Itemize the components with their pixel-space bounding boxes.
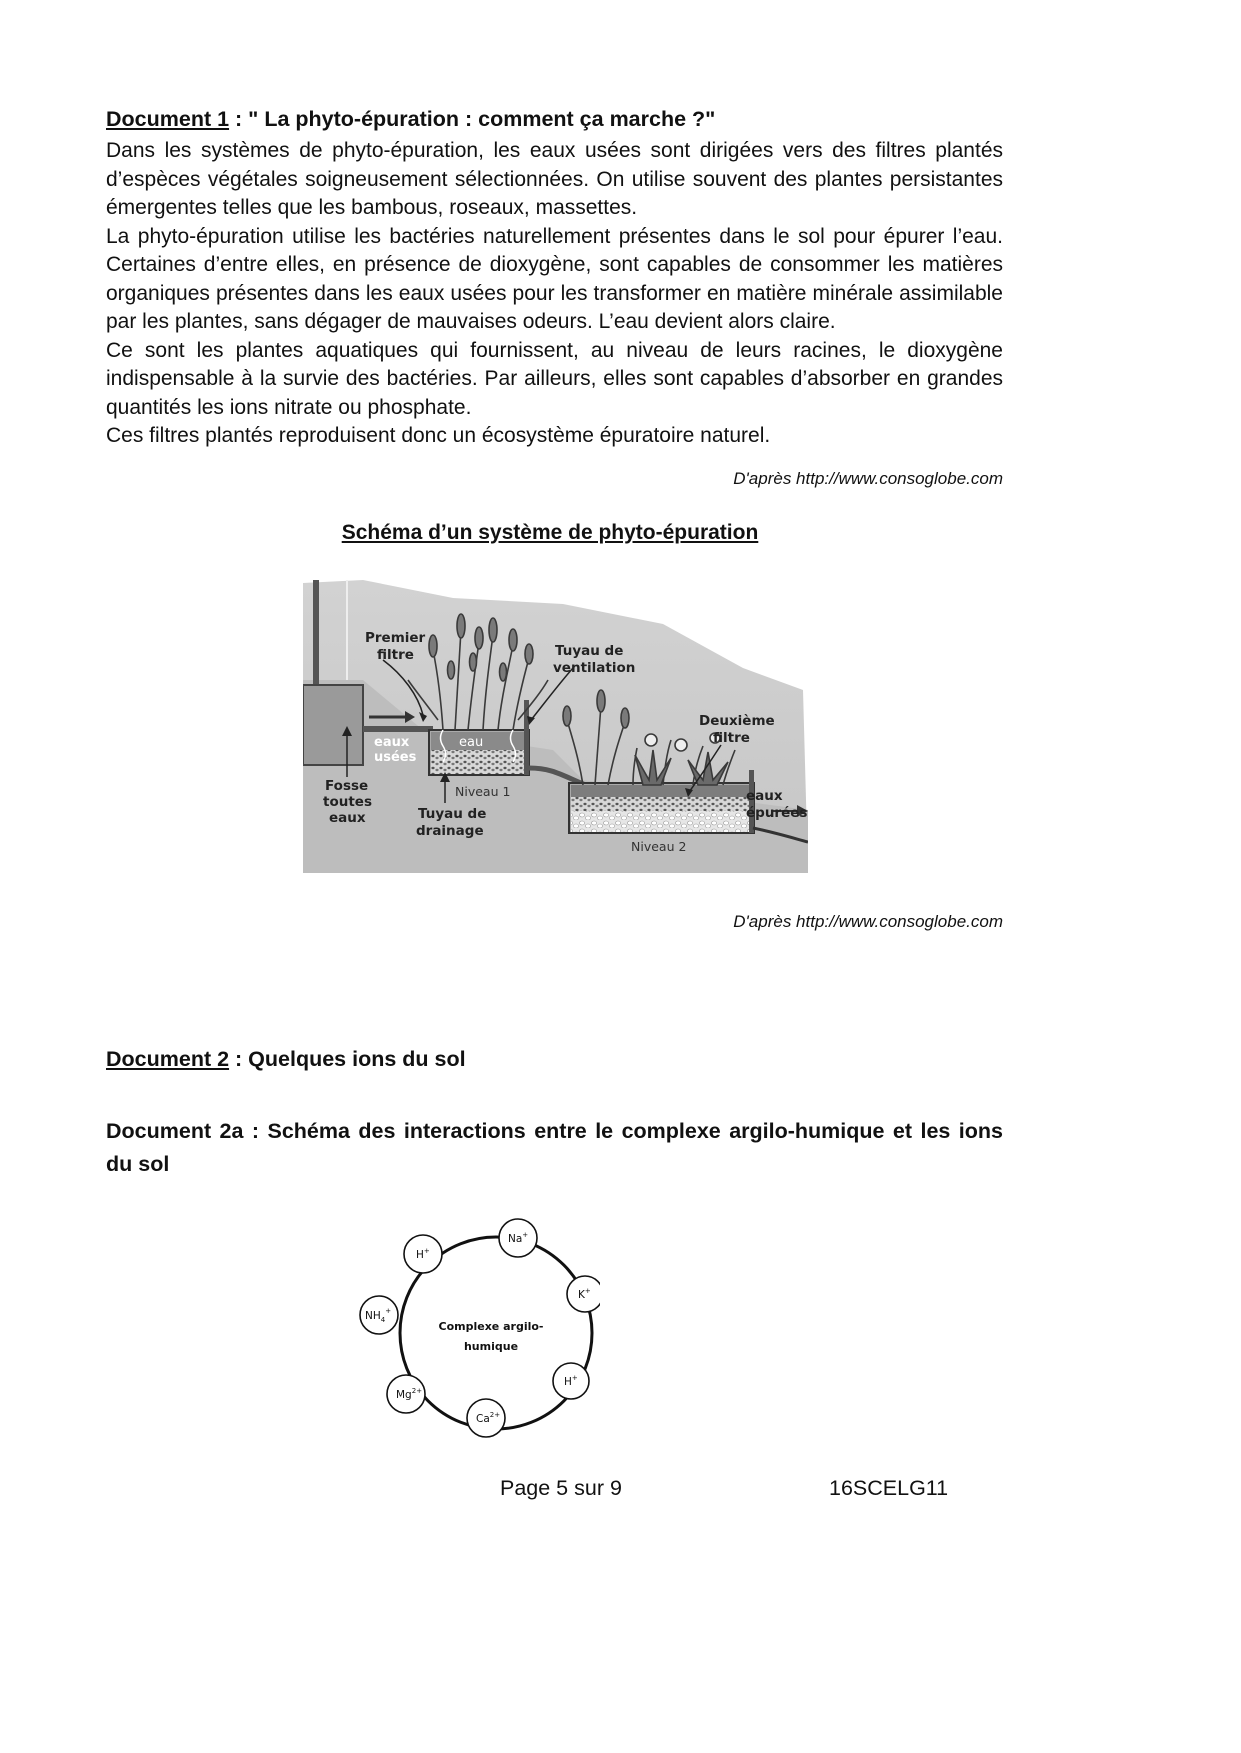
label-eaux-usees: eaux (374, 735, 410, 750)
ion-nh4-label: NH (365, 1310, 381, 1322)
label-fosse: Fosse (325, 778, 369, 794)
ion-nh4-charge: + (385, 1307, 392, 1315)
doc2-heading (106, 1045, 466, 1073)
doc2-label: Document 2 (106, 1047, 230, 1071)
ion-na-charge: + (522, 1231, 529, 1239)
phyto-epuration-diagram (303, 580, 808, 873)
label-niveau-1: Niveau 1 (455, 784, 511, 799)
doc1-body (106, 137, 1003, 451)
schema-source: D'après http://www.consoglobe.com (733, 912, 1003, 931)
label-toutes: toutes (323, 794, 372, 810)
ion-na-label: Na (508, 1233, 523, 1245)
label-epurees: épurées (746, 805, 808, 821)
footer-code: 16SCELG11 (829, 1476, 949, 1500)
label-deuxieme: Deuxième (699, 713, 775, 729)
doc1-paragraph: La phyto-épuration utilise les bactéries naturellement présentes dans le sol pour épurer l’eau. Certaines d’entre elles, en présence de dioxygène, sont capables de consommer les matières organiques présentes dans les eaux usées pour les transformer en matière minérale assimilable par les plantes, sans dégager de mauvaises odeurs. L’eau devient alors claire. (106, 224, 1003, 333)
doc1-source: D'après http://www.consoglobe.com (733, 469, 1003, 488)
complexe-argilo-humique-diagram (355, 1210, 600, 1445)
label-deuxieme-filtre: filtre (713, 730, 750, 746)
doc1-paragraph: Ces filtres plantés reproduisent donc un écosystème épuratoire naturel. (106, 424, 771, 447)
doc1-heading (106, 105, 715, 133)
label-tuyau-vent: Tuyau de (555, 643, 624, 659)
ion-h-bottom-label: H (564, 1376, 572, 1388)
ion-ca-label: Ca (476, 1413, 490, 1425)
ion-k-label: K (578, 1289, 585, 1301)
ion-k-charge: + (584, 1287, 591, 1295)
schema-title: Schéma d’un système de phyto-épuration (341, 521, 759, 544)
label-premier-filtre: filtre (377, 647, 414, 663)
doc2-title: : Quelques ions du sol (229, 1047, 466, 1071)
ion-mg-charge: 2+ (411, 1387, 423, 1395)
doc2a-title: Document 2a : Schéma des interactions entre le complexe argilo-humique et les ions du sol (106, 1119, 1003, 1176)
label-drainage: drainage (416, 823, 484, 839)
label-premier: Premier (365, 630, 426, 646)
label-eaux-epurees: eaux (746, 788, 783, 804)
doc1-paragraph: Ce sont les plantes aquatiques qui fournissent, au niveau de leurs racines, le dioxygène indispensable à la survie des bactéries. Par ailleurs, elles sont capables d’absorber en grandes quantités les ions nitrate ou phosphate. (106, 338, 1003, 419)
label-niveau-2: Niveau 2 (631, 839, 687, 854)
eau-label: eau (459, 735, 484, 750)
doc1-title: : " La phyto-épuration : comment ça marche ?" (229, 107, 716, 131)
ion-h-bottom-charge: + (571, 1374, 578, 1382)
ion-nh4-index: 4 (380, 1316, 386, 1324)
fosse-tank (303, 685, 363, 765)
footer-page-number: Page 5 sur 9 (500, 1476, 622, 1500)
label-eaux: eaux (329, 810, 366, 826)
doc1-paragraph: Dans les systèmes de phyto-épuration, les eaux usées sont dirigées vers des filtres plantés d’espèces végétales soigneusement sélectionnées. On utilise souvent des plantes persistantes émergentes telles que les bambous, roseaux, massettes. (106, 139, 1003, 219)
label-tuyau-drain: Tuyau de (418, 806, 487, 822)
doc1-label: Document 1 (106, 107, 230, 131)
complexe-label-line2: humique (463, 1340, 519, 1353)
label-ventilation: ventilation (553, 660, 636, 676)
ion-h-top-label: H (416, 1249, 424, 1261)
complexe-label-line1: Complexe argilo- (438, 1320, 544, 1333)
ion-ca-charge: 2+ (489, 1411, 501, 1419)
ion-mg-label: Mg (396, 1389, 412, 1401)
ion-h-top-charge: + (423, 1247, 430, 1255)
inlet-pipe (313, 580, 319, 685)
label-usees: usées (374, 750, 417, 765)
